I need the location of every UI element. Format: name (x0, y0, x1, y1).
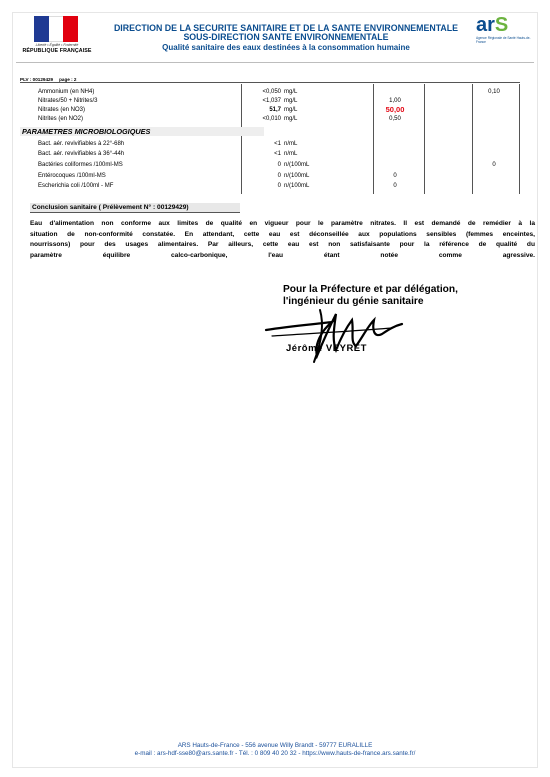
param-result: <1 (274, 141, 281, 147)
param-reference: 0,10 (488, 89, 500, 95)
republic-motto: Liberté • Égalité • Fraternité (35, 43, 79, 47)
table-row (20, 97, 520, 105)
param-result: 0 (277, 173, 281, 179)
header-direction: DIRECTION DE LA SECURITE SANITAIRE ET DE LA SANTE ENVIRONNEMENTALE (113, 23, 459, 33)
micro-section-title: PARAMETRES MICROBIOLOGIQUES (20, 127, 264, 136)
param-result: <1,037 (262, 98, 281, 104)
results-table (20, 82, 520, 195)
conclusion-line: situation de non-conformité constatée. En attendant, cette eau est déconseillée aux populations sensibles (femmes enceintes, (30, 230, 535, 238)
param-name: Bact. aér. revivifiables à 22°-68h (38, 141, 125, 147)
page-footer (0, 742, 550, 758)
republic-name: RÉPUBLIQUE FRANÇAISE (22, 48, 92, 54)
param-name: Ammonium (en NH4) (38, 89, 95, 95)
param-unit: n/(100mL (284, 183, 310, 189)
param-name: Nitrates/50 + Nitrites/3 (38, 98, 98, 104)
param-name: Entérocoques /100ml-MS (38, 173, 106, 179)
param-result: <1 (274, 151, 281, 157)
table-row (20, 115, 520, 123)
param-unit: n/mL (284, 151, 298, 157)
param-name: Nitrates (en NO3) (38, 107, 86, 113)
ars-logo (476, 16, 536, 56)
param-result: <0,050 (262, 89, 281, 95)
param-name: Bact. aér. revivifiables à 36°-44h (38, 151, 125, 157)
signatory-name: Jérôme VEYRET (286, 343, 367, 354)
param-unit: mg/L (284, 107, 298, 113)
header-divider (16, 62, 534, 63)
conclusion-line: nourrissons) pour des usages alimentaires. Par ailleurs, cette eau est non satisfaisante pour la référence de qualité du (30, 241, 535, 248)
conclusion-title: Conclusion sanitaire ( Prélèvement N° : 00129429) (30, 203, 240, 213)
param-unit: mg/L (284, 98, 298, 104)
param-name: Bactéries coliformes /100ml-MS (38, 162, 123, 168)
param-limit: 0 (393, 183, 397, 189)
ars-logo-ar: ar (476, 14, 495, 36)
conclusion-line: paramètre équilibre calco-carbonique, l'eau étant notée comme agressive. (30, 251, 535, 259)
param-unit: n/mL (284, 141, 298, 147)
footer-address: ARS Hauts-de-France - 556 avenue Willy Brandt - 59777 EURALILLE (177, 742, 373, 749)
param-limit-exceeded: 50,00 (385, 105, 405, 114)
param-reference: 0 (492, 162, 496, 168)
param-unit: mg/L (284, 116, 298, 122)
table-row (20, 182, 520, 190)
param-limit: 1,00 (389, 98, 401, 104)
document-header (100, 24, 472, 53)
param-result-exceeded: 51,7 (269, 107, 281, 113)
header-subject: Qualité sanitaire des eaux destinées à la consommation humaine (162, 43, 410, 52)
footer-contact: e-mail : ars-hdf-sse80@ars.sante.fr - Tél. : 0 809 40 20 32 - https://www.hauts-de-france.ars.sante.fr/ (134, 750, 416, 757)
param-result: 0 (277, 162, 281, 168)
header-sub-direction: SOUS-DIRECTION SANTE ENVIRONNEMENTALE (183, 32, 389, 42)
signature-delegation: Pour la Préfecture et par délégation, (283, 284, 458, 295)
param-limit: 0 (393, 173, 397, 179)
republique-francaise-logo (16, 16, 98, 54)
param-unit: mg/L (284, 89, 298, 95)
table-top-border (20, 82, 520, 83)
page-number: page : 2 (59, 77, 77, 82)
conclusion-line: Eau d'alimentation non conforme aux limites de qualité en vigueur pour le paramètre nitrates. Il est demandé de remédier à la (30, 220, 535, 227)
conclusion-text (30, 219, 535, 261)
ars-subtitle: Agence Régionale de Santé Hauts-de-France (476, 36, 531, 44)
marianne-flag-icon (34, 16, 78, 42)
handwritten-signature (262, 300, 412, 364)
param-result: 0 (277, 183, 281, 189)
param-unit: n/(100mL (284, 173, 310, 179)
param-result: <0,010 (262, 116, 281, 122)
param-name: Escherichia coli /100ml - MF (38, 183, 114, 189)
table-row (20, 88, 520, 96)
ars-logo-s: S (494, 14, 509, 36)
table-row (20, 140, 520, 148)
plv-number: PLV : 00129429 (20, 77, 54, 82)
table-row (20, 106, 520, 114)
param-name: Nitrites (en NO2) (38, 116, 84, 122)
param-limit: 0,50 (389, 116, 401, 122)
table-row (20, 172, 520, 180)
table-row (20, 161, 520, 169)
signature-role: l'ingénieur du génie sanitaire (283, 295, 424, 307)
table-row (20, 150, 520, 158)
param-unit: n/(100mL (284, 162, 310, 168)
